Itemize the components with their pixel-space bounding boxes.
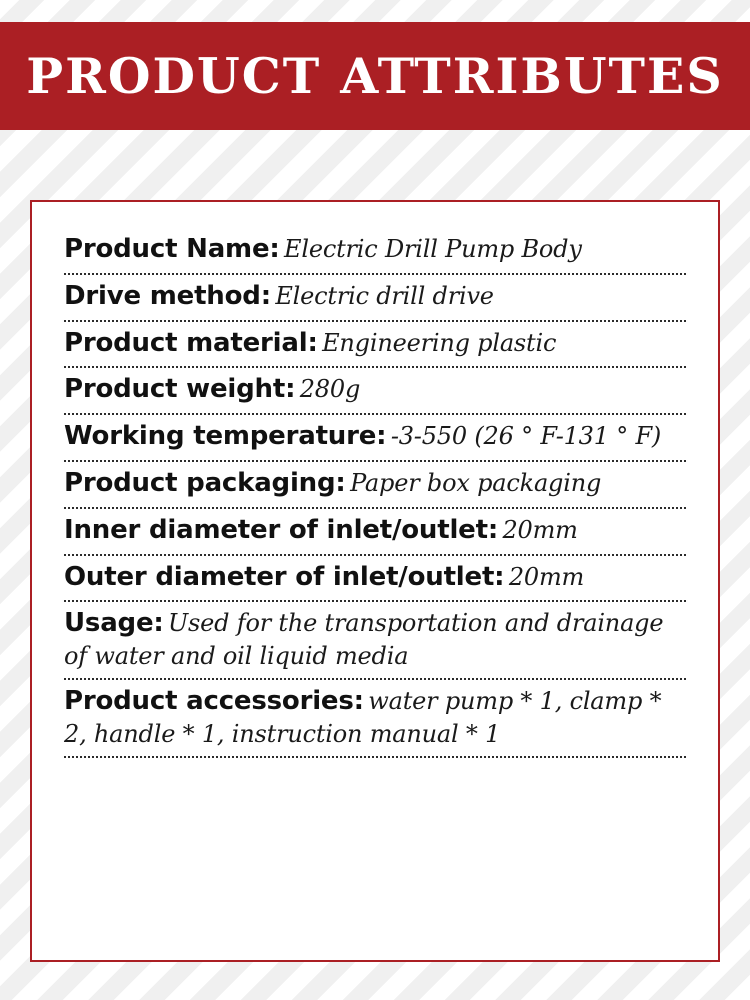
list-item: [64, 279, 686, 322]
spec-value: -3-550 (26 ° F-131 ° F): [390, 422, 662, 451]
spec-label: Usage:: [64, 608, 164, 639]
spec-value: Used for the transportation and drainage of water and oil liquid media: [64, 609, 664, 671]
attributes-card: [30, 200, 720, 962]
spec-label: Outer diameter of inlet/outlet:: [64, 561, 505, 592]
spec-label: Product packaging:: [64, 467, 346, 498]
spec-value: Electric Drill Pump Body: [284, 235, 582, 263]
list-item: [64, 372, 686, 415]
spec-label: Inner diameter of inlet/outlet:: [64, 514, 499, 545]
spec-value: 20mm: [502, 515, 578, 544]
spec-value: 280g: [299, 375, 361, 404]
list-item: [64, 513, 686, 556]
attributes-list: [64, 232, 686, 936]
spec-label: Drive method:: [64, 280, 271, 311]
list-item: [64, 684, 686, 758]
spec-value: Paper box packaging: [350, 468, 602, 497]
list-item: [64, 466, 686, 509]
spec-label: Product weight:: [64, 374, 296, 405]
list-item: [64, 560, 686, 603]
spec-label: Working temperature:: [64, 421, 387, 452]
header-banner: [0, 22, 750, 130]
list-item: [64, 606, 686, 680]
spec-value: water pump * 1, clamp * 2, handle * 1, instruction manual * 1: [64, 687, 662, 749]
spec-value: Electric drill drive: [275, 281, 494, 310]
spec-label: Product accessories:: [64, 686, 364, 717]
spec-value: Engineering plastic: [322, 328, 557, 357]
list-item: [64, 419, 686, 462]
list-item: [64, 326, 686, 369]
spec-label: Product material:: [64, 327, 318, 358]
spec-label: Product Name:: [64, 234, 280, 264]
spec-value: 20mm: [508, 562, 585, 591]
list-item: [64, 232, 686, 275]
page-title: PRODUCT ATTRIBUTES: [26, 47, 724, 105]
